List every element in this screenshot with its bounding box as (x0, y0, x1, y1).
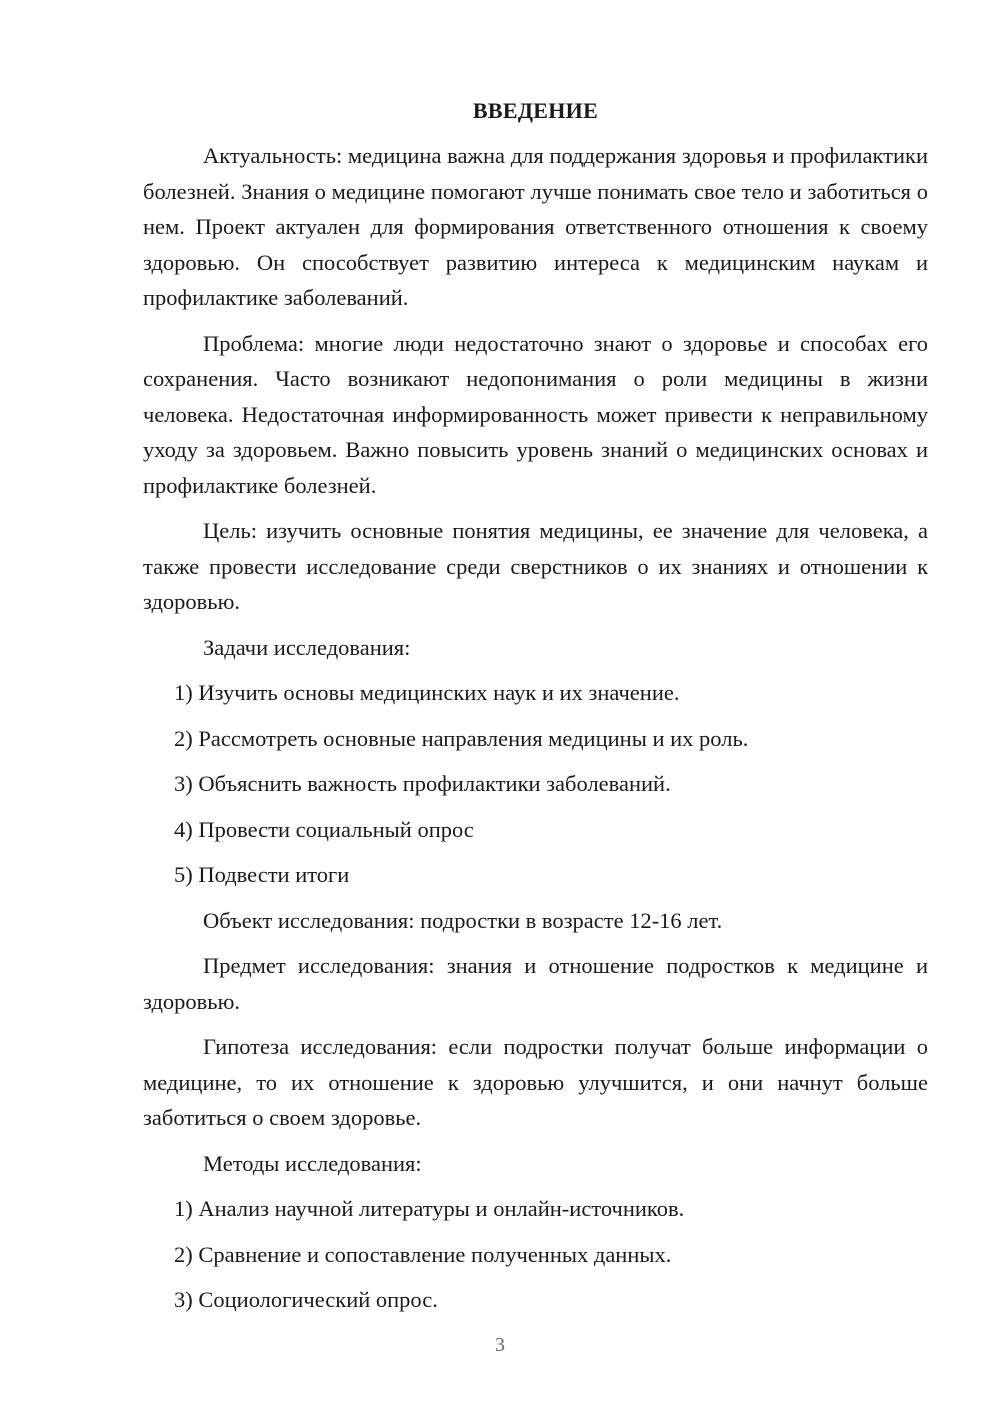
list-item: 3) Объяснить важность профилактики заболеваний. (174, 771, 671, 796)
list-item: 2) Сравнение и сопоставление полученных данных. (174, 1241, 672, 1267)
list-item: 2) Рассмотреть основные направления медицины и их роль. (174, 725, 749, 751)
list-item: 1) Изучить основы медицинских наук и их значение. (174, 680, 680, 705)
page-number: 3 (495, 1334, 505, 1356)
tasks-heading: Задачи исследования: (203, 634, 411, 660)
page-title: ВВЕДЕНИЕ (472, 98, 599, 123)
paragraph-goal: Цель: изучить основные понятия медицины, ее значение для человека, а также провести исследование среди сверстников о их знаниях и отношении к здоровью. (143, 518, 928, 614)
paragraph-relevance: Актуальность: медицина важна для поддержания здоровья и профилактики болезней. Знания о медицине помогают лучше понимать свое тело и заботиться о нем. Проект актуален для формирования ответственного отношения к своему здоровью. Он способствует развитию интереса к медицинским наукам и профилактике заболеваний. (143, 143, 928, 310)
methods-list (143, 1191, 928, 1318)
research-subject: Предмет исследования: знания и отношение подростков к медицине и здоровью. (143, 953, 928, 1014)
research-object: Объект исследования: подростки в возрасте 12-16 лет. (203, 907, 723, 933)
list-item: 3) Социологический опрос. (174, 1287, 438, 1312)
list-item: 4) Провести социальный опрос (174, 816, 474, 842)
methods-heading: Методы исследования: (203, 1150, 422, 1176)
list-item: 5) Подвести итоги (174, 862, 350, 887)
research-hypothesis: Гипотеза исследования: если подростки получат больше информации о медицине, то их отношение к здоровью улучшится, и они начнут больше заботиться о своем здоровье. (143, 1034, 928, 1130)
page-content (143, 94, 928, 1328)
paragraph-problem: Проблема: многие люди недостаточно знают о здоровье и способах его сохранения. Часто возникают недопонимания о роли медицины в жизни человека. Недостаточная информированность может привести к неправильному уходу за здоровьем. Важно повысить уровень знаний о медицинских основах и профилактике болезней. (143, 330, 928, 498)
list-item: 1) Анализ научной литературы и онлайн-источников. (174, 1196, 685, 1221)
tasks-list (143, 675, 928, 893)
